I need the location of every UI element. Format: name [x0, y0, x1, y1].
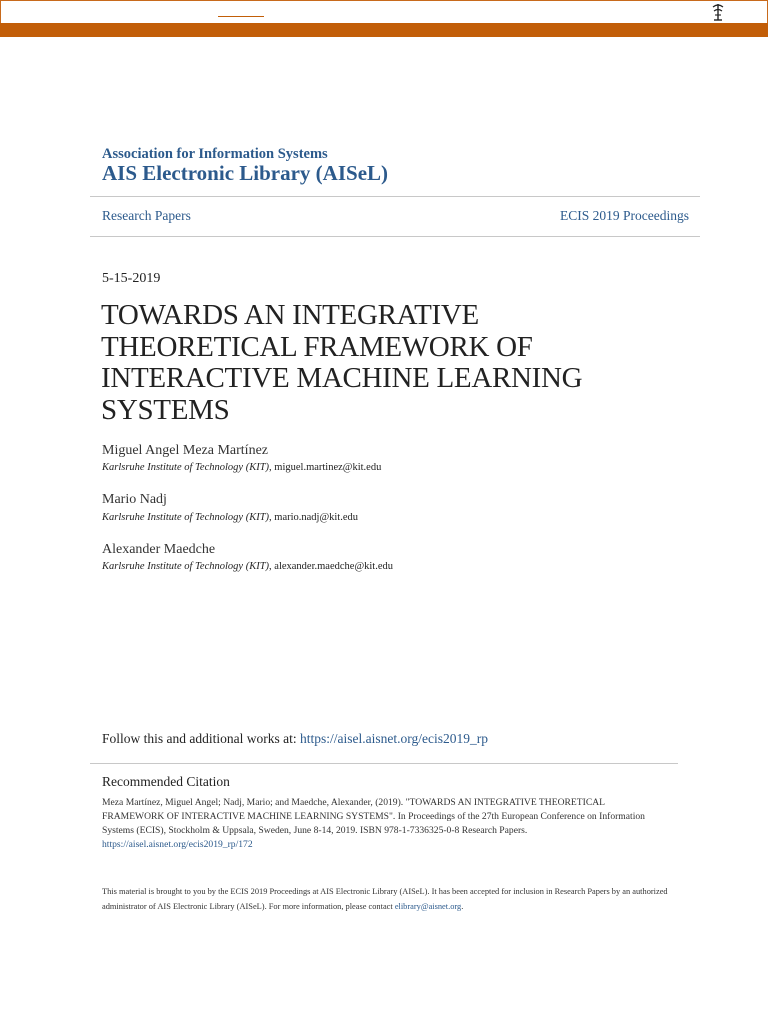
author-name: Mario Nadj — [102, 492, 167, 507]
ais-tree-logo-icon — [710, 2, 726, 22]
nav-bottom-divider — [90, 236, 700, 237]
follow-label: Follow this and additional works at: — [102, 731, 300, 746]
footer-end: . — [461, 902, 464, 911]
top-banner-underline — [218, 16, 264, 17]
follow-works-link[interactable]: https://aisel.aisnet.org/ecis2019_rp — [300, 731, 488, 746]
affiliation-institution: Karlsruhe Institute of Technology (KIT) — [102, 512, 270, 523]
paper-title: TOWARDS AN INTEGRATIVE THEORETICAL FRAMEWORK OF INTERACTIVE MACHINE LEARNING SYSTEMS — [101, 299, 583, 426]
citation-body: Meza Martínez, Miguel Angel; Nadj, Mario; and Maedche, Alexander, (2019). "TOWARDS AN INTEGRATIVE THEORETICAL FRAMEWORK OF INTERACTIVE MACHINE LEARNING SYSTEMS". In Proceedings of the 27th European Conference on Information Systems (ECIS), Stockholm & Uppsala, Sweden, June 8-14, 2019. ISBN 978-1-7336325-0-8 Research Papers. — [102, 797, 645, 836]
follow-works-line — [102, 731, 488, 747]
footer-notice — [102, 884, 672, 914]
recommended-citation-text — [102, 796, 668, 852]
organization-name[interactable]: Association for Information Systems — [102, 146, 328, 162]
ecis-proceedings-link[interactable]: ECIS 2019 Proceedings — [560, 208, 689, 223]
library-name[interactable]: AIS Electronic Library (AISeL) — [102, 161, 389, 185]
author-affiliation: Karlsruhe Institute of Technology (KIT), alexander.maedche@kit.edu — [102, 561, 393, 572]
author-email[interactable]: mario.nadj@kit.edu — [274, 512, 359, 523]
author-email[interactable]: alexander.maedche@kit.edu — [274, 561, 393, 572]
citation-link[interactable]: https://aisel.aisnet.org/ecis2019_rp/172 — [102, 839, 253, 850]
author-name: Alexander Maedche — [102, 542, 216, 557]
contact-email-link[interactable]: elibrary@aisnet.org — [394, 902, 462, 911]
recommended-citation-heading: Recommended Citation — [102, 774, 230, 789]
nav-top-divider — [90, 196, 700, 197]
author-affiliation: Karlsruhe Institute of Technology (KIT), miguel.martinez@kit.edu — [102, 462, 382, 473]
top-banner-orange-strip — [0, 23, 768, 37]
top-banner — [0, 0, 768, 38]
footer-text: This material is brought to you by the ECIS 2019 Proceedings at AIS Electronic Library (AISeL). It has been accepted for inclusion in Research Papers by an authorized administrator of AIS Electronic Library (AISeL). For more information, please contact — [102, 887, 668, 911]
author-email[interactable]: miguel.martinez@kit.edu — [274, 462, 382, 473]
publication-date: 5-15-2019 — [102, 271, 161, 286]
affiliation-institution: Karlsruhe Institute of Technology (KIT) — [102, 561, 270, 572]
research-papers-link[interactable]: Research Papers — [102, 208, 191, 223]
affiliation-institution: Karlsruhe Institute of Technology (KIT) — [102, 462, 270, 473]
citation-divider — [90, 763, 678, 764]
top-banner-white-strip — [0, 0, 768, 23]
author-name: Miguel Angel Meza Martínez — [102, 443, 269, 458]
author-affiliation: Karlsruhe Institute of Technology (KIT), mario.nadj@kit.edu — [102, 512, 359, 523]
